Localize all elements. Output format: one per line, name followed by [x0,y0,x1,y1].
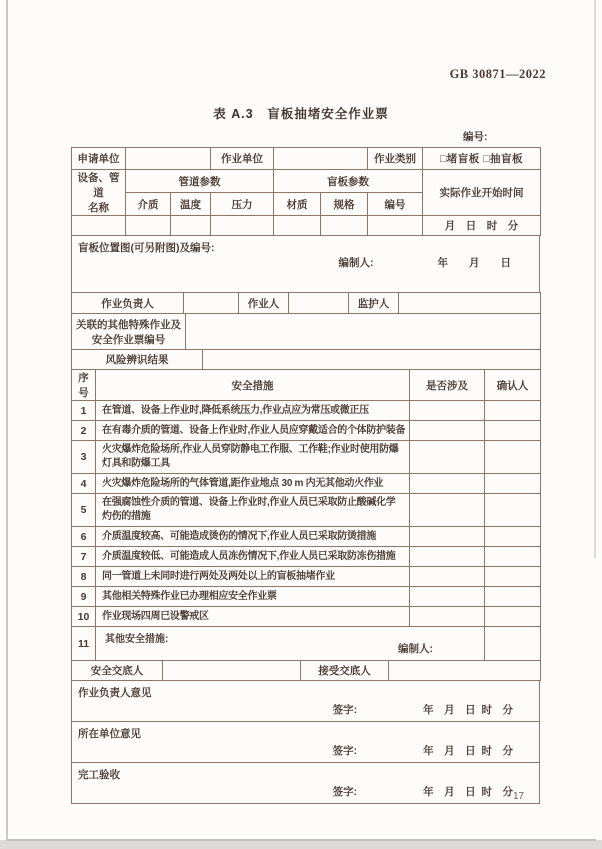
sign-date-units: 年 月 日 时 分 [423,786,513,798]
col-header-involved: 是否涉及 [410,370,485,401]
measure-row: 9 其他相关特殊作业已办理相应安全作业票 [72,587,541,607]
work-type-options [423,148,541,170]
other-measures-label: 其他安全措施: [105,634,169,645]
sign-label: 签字: [332,786,358,798]
unit-opinion-cell [72,722,540,763]
apply-unit-label: 申请单位 [72,148,126,170]
risk-result-value [203,350,541,370]
briefing-receiver-value [389,661,541,681]
actual-start-time-label: 实际作业开始时间 [423,170,541,216]
measure-row: 5 在强腐蚀性介质的管道、设备上作业时,作业人员已采取防止酸碱化学灼伤的措施 [72,494,541,527]
page-number: 17 [513,791,525,802]
other-preparer-label: 编制人: [398,643,433,655]
confirmer-cell [485,421,541,441]
measure-row: 6 介质温度较高、可能造成烫伤的情况下,作业人员已采取防烫措施 [72,527,541,547]
measure-row: 4 火灾爆炸危险场所的气体管道,距作业地点 30 m 内无其他动火作业 [72,474,541,494]
safety-measures-table [71,369,541,661]
col-header-confirmer: 确认人 [485,370,541,401]
confirmer-cell [485,474,541,494]
measure-row: 7 介质温度较低、可能造成人员冻伤情况下,作业人员已采取防冻伤措施 [72,547,541,567]
work-unit-label: 作业单位 [211,148,274,170]
personnel-table [71,292,541,314]
involved-cell [410,607,485,627]
confirmer-cell [485,441,541,474]
briefing-receiver-label: 接受交底人 [301,661,389,681]
blind-material-value [274,216,321,236]
work-unit-value [274,148,368,170]
confirmer-cell [485,401,541,421]
blind-position-table [71,235,540,293]
work-leader-label: 作业负责人 [72,293,184,314]
related-permits-value [186,314,541,350]
measure-row-other: 11 其他安全措施: 编制人: [72,627,541,661]
involved-cell [410,474,485,494]
scan-edge-bottom [0,840,602,849]
scan-edge-left [6,0,8,842]
involved-cell [410,587,485,607]
guardian-label: 监护人 [349,293,399,314]
pipe-temperature-label: 温度 [171,193,211,216]
serial-number-label: 编号: [463,131,488,143]
work-type-label: 作业类别 [368,148,423,170]
involved-cell [410,527,485,547]
briefing-giver-value [163,661,301,681]
device-name-label: 设备、管道 名称 [72,170,126,216]
leader-opinion-cell [72,681,540,722]
pipe-medium-value [126,216,171,236]
confirmer-cell [485,587,541,607]
blind-position-label: 盲板位置图(可另附图)及编号: [78,242,215,254]
involved-cell [410,441,485,474]
pipe-medium-label: 介质 [126,193,171,216]
worker-label: 作业人 [239,293,289,314]
leader-opinion-label: 作业负责人意见 [78,687,152,699]
checkbox-pull-blind: □抽盲板 [483,153,524,165]
apply-unit-value [126,148,211,170]
blind-material-label: 材质 [274,193,321,216]
pipe-params-header: 管道参数 [126,170,274,193]
preparer-label: 编制人: [338,257,374,269]
briefing-giver-label: 安全交底人 [72,661,163,681]
start-time-units: 月 日 时 分 [423,216,541,236]
measure-row: 3 火灾爆炸危险场所,作业人员穿防静电工作服、工作鞋;作业时使用防爆灯具和防爆工具 [72,441,541,474]
risk-table [71,349,541,370]
page-title: 表 A.3 盲板抽堵安全作业票 [213,107,389,121]
blind-number-value [368,216,423,236]
completion-acceptance-cell [72,763,540,804]
unit-opinion-label: 所在单位意见 [78,728,141,740]
blind-spec-value [321,216,368,236]
measure-row: 1 在管道、设备上作业时,降低系统压力,作业点应为常压或微正压 [72,401,541,421]
sign-date-units: 年 月 日 时 分 [423,704,513,716]
pipe-pressure-value [211,216,274,236]
pipe-pressure-label: 压力 [211,193,274,216]
scan-edge-bottom-line [6,839,596,841]
confirmer-cell [485,547,541,567]
guardian-value [399,293,541,314]
work-leader-value [184,293,239,314]
involved-cell [410,547,485,567]
involved-cell [410,401,485,421]
scan-edge-right [594,0,596,558]
completion-acceptance-label: 完工验收 [78,769,120,781]
related-permits-label: 关联的其他特殊作业及 安全作业票编号 [72,314,186,350]
col-header-no: 序号 [72,370,96,401]
blind-number-label: 编号 [368,193,423,216]
related-permits-table [71,313,541,350]
involved-cell [410,494,485,527]
confirmer-cell [485,567,541,587]
worker-value [289,293,349,314]
other-measures-cell [96,627,485,661]
measure-row: 8 同一管道上未同时进行两处及两处以上的盲板抽堵作业 [72,567,541,587]
blind-spec-label: 规格 [321,193,368,216]
involved-cell [410,421,485,441]
risk-result-label: 风险辨识结果 [72,350,203,370]
work-permit-form [71,148,540,804]
device-name-value [72,216,126,236]
measure-row: 2 在有毒介质的管道、设备上作业时,作业人员应穿戴适合的个体防护装备 [72,421,541,441]
confirmer-cell [485,527,541,547]
confirmer-cell [485,607,541,627]
checkbox-plug-blind: □堵盲板 [439,153,480,165]
briefing-table [71,660,541,681]
sign-date-units: 年 月 日 时 分 [423,745,513,757]
blind-params-header: 盲板参数 [274,170,423,193]
measure-row: 10 作业现场四周已设警戒区 [72,607,541,627]
basic-info-table [71,147,541,236]
preparer-date-units: 年 月 日 [437,257,511,269]
col-header-measure: 安全措施 [96,370,410,401]
sign-label: 签字: [332,745,358,757]
signoff-table [71,680,540,804]
confirmer-cell [485,627,541,661]
confirmer-cell [485,494,541,527]
involved-cell [410,567,485,587]
blind-position-cell [72,236,540,293]
sign-label: 签字: [332,704,358,716]
pipe-temperature-value [171,216,211,236]
standard-code: GB 30871—2022 [449,67,546,81]
